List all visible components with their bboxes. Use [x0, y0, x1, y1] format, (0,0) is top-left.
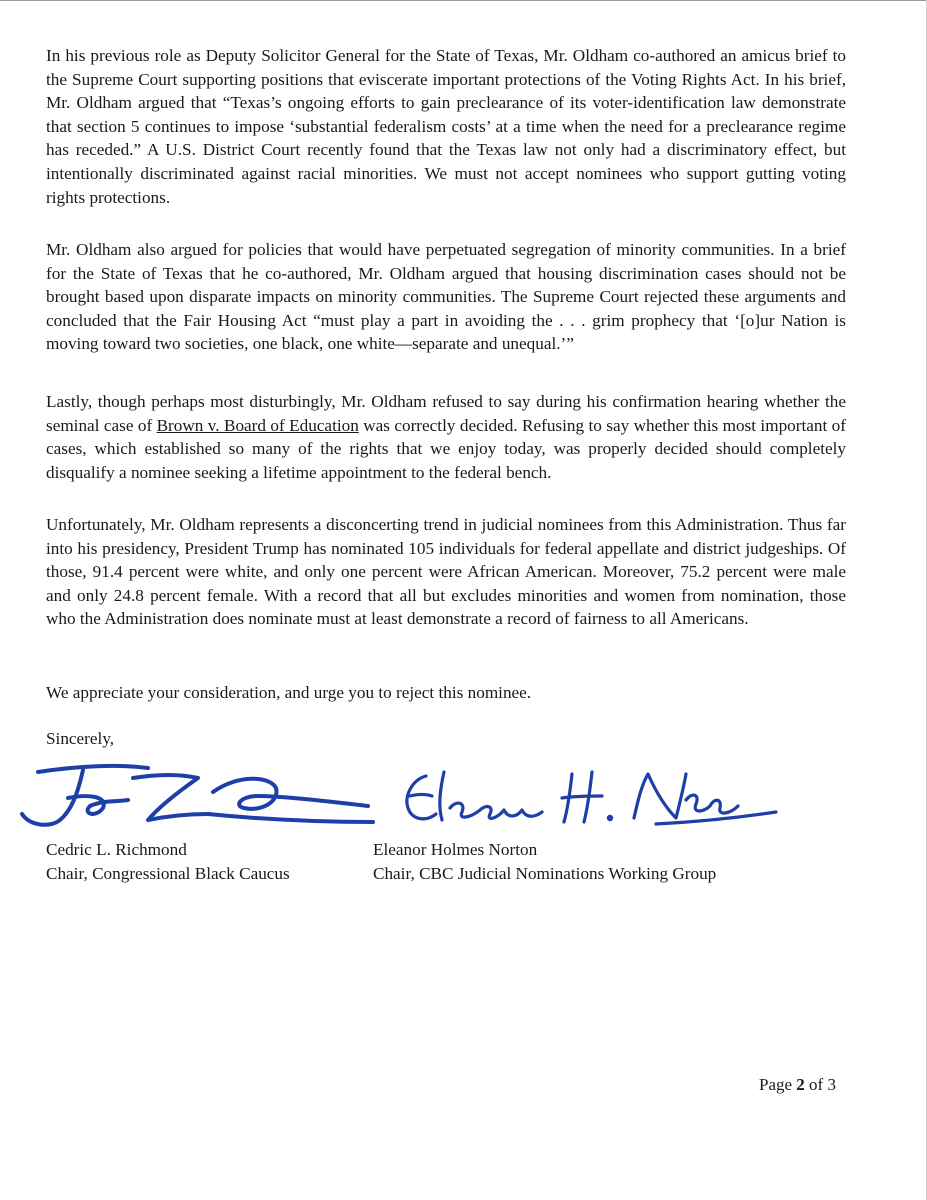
page-total: 3	[827, 1075, 836, 1094]
signer-name: Cedric L. Richmond	[46, 840, 187, 859]
paragraph-housing: Mr. Oldham also argued for policies that would have perpetuated segregation of minority communities. In a brief for the State of Texas that he co-authored, Mr. Oldham argued that housing discrimination cases should not be brought based upon disparate impacts on minority communities. The Supreme Court rejected these arguments and concluded that the Fair Housing Act “must play a part in avoiding the . . . grim prophecy that ‘[o]ur Nation is moving toward two societies, one black, one white—separate and unequal.’”	[46, 240, 846, 354]
signature-norton	[386, 762, 786, 842]
page-prefix: Page	[759, 1075, 797, 1094]
p3-text-after: was correctly decided. Refusing to say whether this most important of cases, which established so many of the rights that we enjoy today, was properly decided should completely disqualify a nominee seeking a lifetime appointment to the federal bench.	[46, 415, 846, 482]
paragraph-voting-rights: In his previous role as Deputy Solicitor General for the State of Texas, Mr. Oldham co-authored an amicus brief to the Supreme Court supporting positions that eviscerate important protections of the Voting Rights Act. In his brief, Mr. Oldham argued that “Texas’s ongoing efforts to gain preclearance of its voter-identification law demonstrate that section 5 continues to impose ‘substantial federalism costs’ at a time when the need for a preclearance regime has receded.” A U.S. District Court recently found that the Texas law not only had a discriminatory effect, but intentionally discriminated against racial minorities. We must not accept nominees who support gutting voting rights protections.	[46, 46, 846, 207]
p3-text-before: Lastly, though perhaps most disturbingly, Mr. Oldham refused to say during his confirmation hearing whether the seminal case of	[46, 392, 846, 435]
paragraph-brown-v-board	[46, 390, 846, 484]
signer-norton	[373, 838, 716, 886]
closing-salutation: Sincerely,	[46, 729, 115, 748]
signer-name: Eleanor Holmes Norton	[373, 840, 538, 859]
signer-title: Chair, CBC Judicial Nominations Working Group	[373, 864, 717, 883]
paragraph-closing-request: We appreciate your consideration, and urge you to reject this nominee.	[46, 683, 532, 702]
page-current: 2	[796, 1075, 805, 1094]
scan-top-edge	[0, 0, 927, 1]
case-citation: Brown v. Board of Education	[156, 415, 359, 435]
page-sep: of	[804, 1075, 828, 1094]
signer-richmond	[46, 838, 290, 886]
paragraph-nominee-trend: Unfortunately, Mr. Oldham represents a disconcerting trend in judicial nominees from this Administration. Thus far into his presidency, President Trump has nominated 105 individuals for federal appellate and district judgeships. Of those, 91.4 percent were white, and only one percent were African American. Moreover, 75.2 percent were male and only 24.8 percent female. With a record that all but excludes minorities and women from nomination, those who the Administration does nominate must at least demonstrate a record of fairness to all Americans.	[46, 515, 846, 629]
page-number	[759, 1075, 836, 1095]
signer-title: Chair, Congressional Black Caucus	[46, 864, 290, 883]
signature-richmond	[8, 752, 378, 842]
